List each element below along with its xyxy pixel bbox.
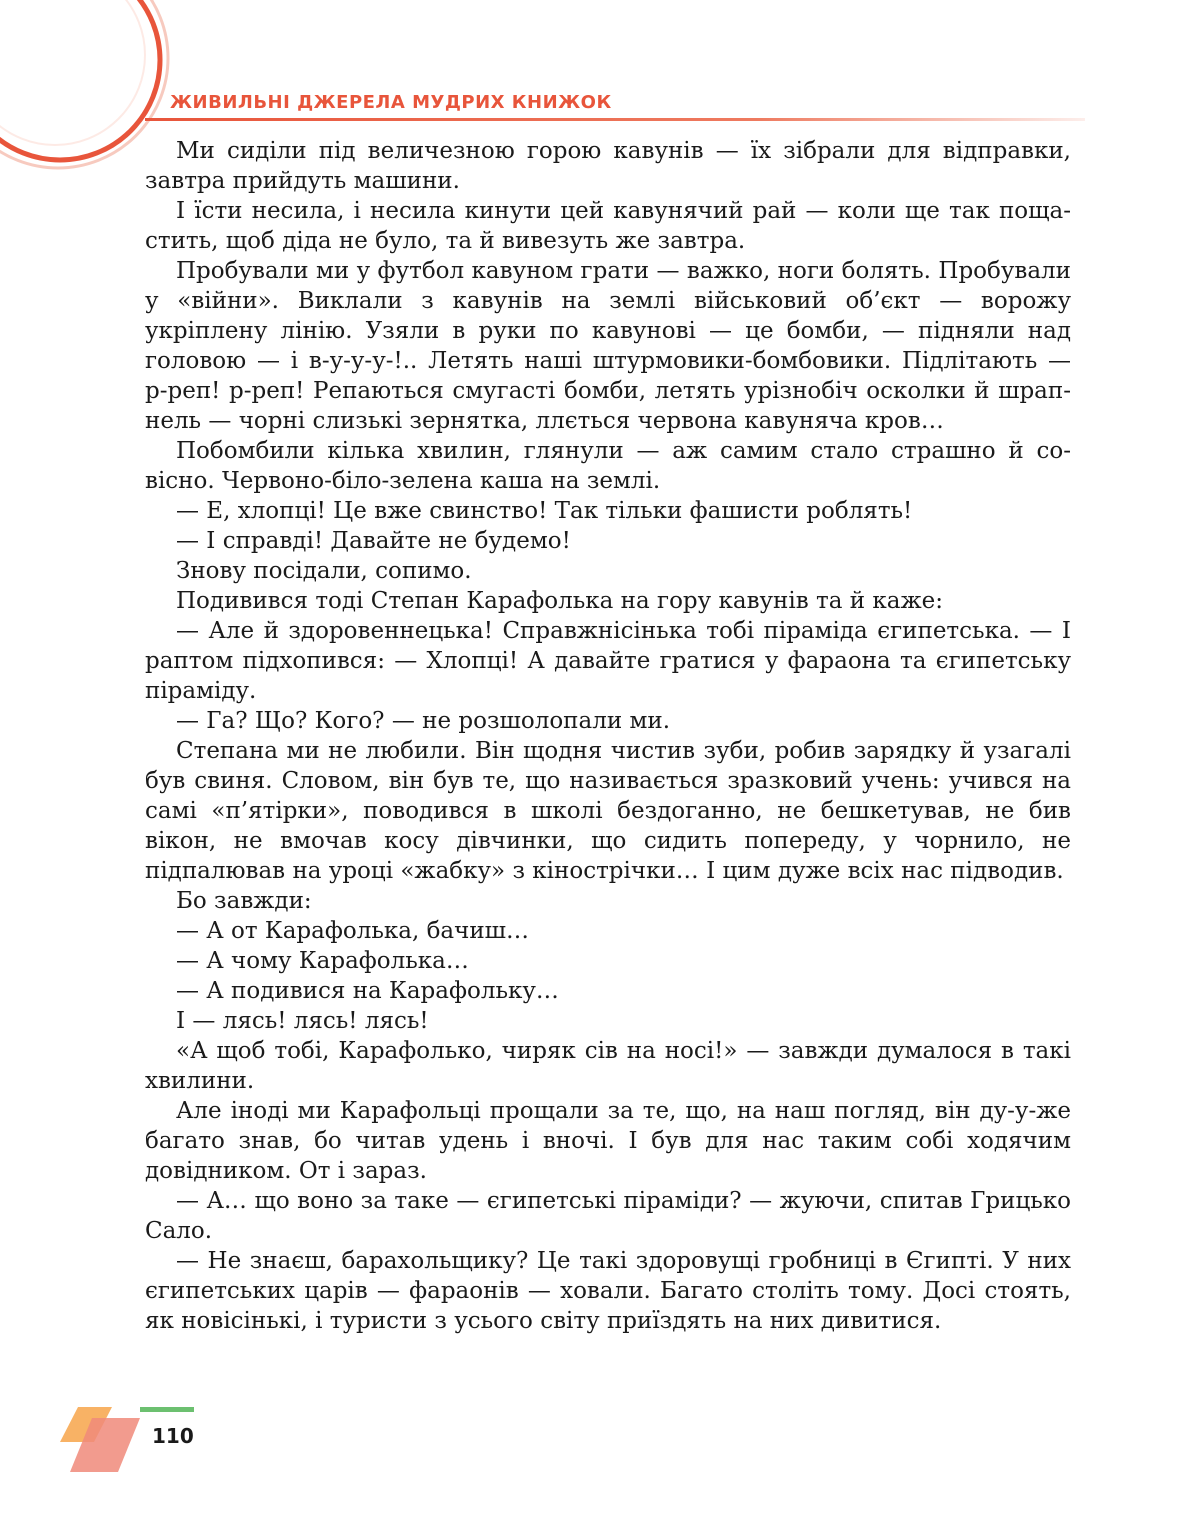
header-rule — [145, 118, 1085, 121]
paragraph: Степана ми не любили. Він щодня чистив зуби, робив зарядку й узагалі був свиня. Словом, він був те, що називається зразковий учень: учився на самі «п’ятірки», поводився в школі бездоганно, не бешкетував, не бив вікон, не вмочав косу дівчинки, що сидить попереду, у чорнило, не підпалював на уроці «жабку» з кінострічки… І цим дуже всіх нас підводив. — [145, 738, 1071, 884]
paragraph: — Але й здоровеннецька! Справжнісінька тобі піраміда єгипетська. — І раптом підхопився: — Хлопці! А давайте гратися у фараона та єгипетську піраміду. — [145, 618, 1071, 704]
paragraph: — А чому Карафолька… — [176, 948, 469, 974]
paragraph: Бо завжди: — [176, 888, 312, 914]
paragraph: — А от Карафолька, бачиш… — [176, 918, 530, 944]
paragraph: — А… що воно за таке — єгипетські піраміди? — жуючи, спитав Грицько Сало. — [145, 1188, 1071, 1244]
paragraph: — І справді! Давайте не будемо! — [176, 528, 571, 554]
paragraph: І — лясь! лясь! лясь! — [176, 1008, 429, 1034]
paragraph: — Не знаєш, барахольщику? Це такі здоровущі гробниці в Єгипті. У них єгипетських царів — фараонів — ховали. Багато століть тому. Досі стоять, як новісінькі, і туристи з усього світу приїздять на них дивитися. — [145, 1248, 1071, 1334]
paragraph: Побомбили кілька хвилин, глянули — аж самим стало страшно й совісно. Червоно-біло-зелена каша на землі. — [145, 438, 1071, 494]
page-header — [170, 88, 1190, 128]
paragraph: «А щоб тобі, Карафолько, чиряк сів на носі!» — завжди думалося в такі хвилини. — [145, 1038, 1071, 1094]
paragraph: Ми сиділи під величезною горою кавунів — їх зібрали для відправки, завтра прийдуть машини. — [145, 138, 1071, 194]
page-number: 110 — [152, 1424, 194, 1448]
paragraph: — А подивися на Карафольку… — [176, 978, 559, 1004]
paragraph: Подивився тоді Степан Карафолька на гору кавунів та й каже: — [176, 588, 943, 614]
paragraph: — Е, хлопці! Це вже свинство! Так тільки фашисти роблять! — [176, 498, 913, 524]
main-text — [145, 136, 1071, 1336]
paragraph: Але іноді ми Карафольці прощали за те, що, на наш погляд, він ду-у-же багато знав, бо читав удень і вночі. І був для нас таким собі ходячим довідником. От і зараз. — [145, 1098, 1071, 1184]
paragraph: — Га? Що? Кого? — не розшолопали ми. — [176, 708, 671, 734]
paragraph: Знову посідали, сопимо. — [176, 558, 472, 584]
paragraph: Пробували ми у футбол кавуном грати — важко, ноги болять. Пробували у «війни». Виклали з кавунів на землі військовий об’єкт — ворожу укріплену лінію. Узяли в руки по кавунові — це бомби, — підняли над головою — і в-у-у-у-!.. Летять наші штурмовики-бомбовики. Підлітають — р-реп! р-реп! Репаються смугасті бомби, летять урізнобіч осколки й шрапнель — чорні слизькі зернятка, ллється червона кавуняча кров… — [145, 258, 1071, 434]
section-title: ЖИВИЛЬНІ ДЖЕРЕЛА МУДРИХ КНИЖОК — [170, 92, 612, 113]
paragraph: І їсти несила, і несила кинути цей кавунячий рай — коли ще так пощастить, щоб діда не було, та й вивезуть же завтра. — [145, 198, 1071, 254]
